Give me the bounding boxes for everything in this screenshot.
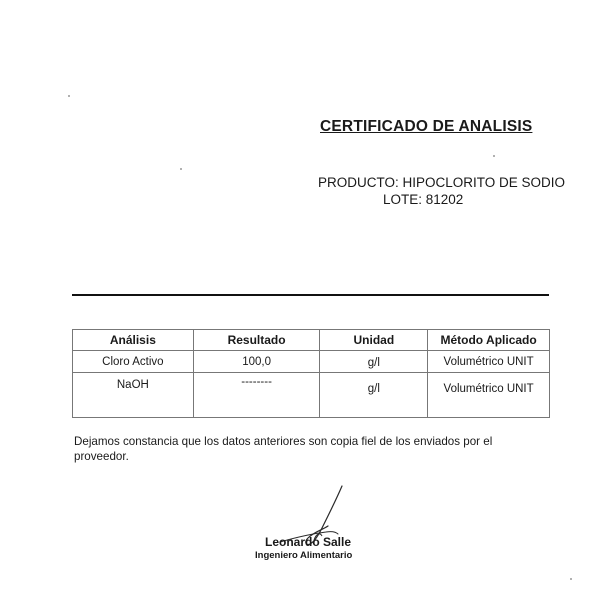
header-unidad: Unidad <box>320 330 428 351</box>
analysis-table <box>72 329 550 418</box>
signer-title: Ingeniero Alimentario <box>255 550 353 561</box>
cell-resultado: 100,0 <box>193 351 320 373</box>
cell-analisis: Cloro Activo <box>73 351 194 373</box>
header-metodo: Método Aplicado <box>428 330 550 351</box>
cell-resultado: -------- <box>193 373 320 418</box>
horizontal-divider <box>72 294 549 296</box>
scan-speck <box>570 578 572 580</box>
signer-name: Leonardo Salle <box>265 535 352 549</box>
cell-metodo: Volumétrico UNIT <box>428 351 550 373</box>
table-row <box>73 373 550 418</box>
scan-speck <box>68 95 70 97</box>
product-line: PRODUCTO: HIPOCLORITO DE SODIO <box>318 175 566 190</box>
scan-speck <box>180 168 182 170</box>
scan-speck <box>493 155 495 157</box>
cell-analisis: NaOH <box>73 373 194 418</box>
cell-metodo: Volumétrico UNIT <box>428 373 550 418</box>
cell-unidad: g/l <box>320 351 428 373</box>
table-row <box>73 351 550 373</box>
lote-line: LOTE: 81202 <box>383 192 464 207</box>
table-header-row <box>73 330 550 351</box>
document-title: CERTIFICADO DE ANALISIS <box>320 118 533 135</box>
header-resultado: Resultado <box>193 330 320 351</box>
statement-text: Dejamos constancia que los datos anteriores son copia fiel de los enviados por el proveedor. <box>74 435 493 463</box>
header-analisis: Análisis <box>73 330 194 351</box>
cell-unidad: g/l <box>320 373 428 418</box>
